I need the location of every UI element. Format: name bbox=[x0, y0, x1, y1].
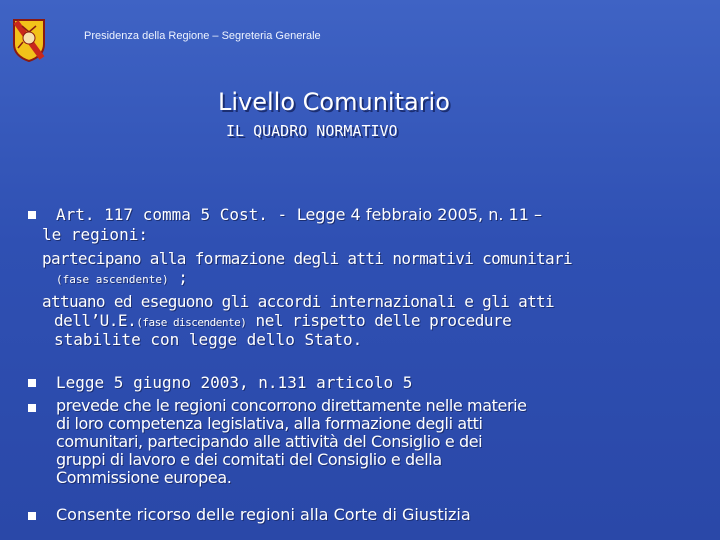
square-bullet-icon bbox=[28, 211, 36, 219]
block1-line5: attuano ed eseguono gli accordi internazionali e gli atti bbox=[42, 292, 555, 311]
block4-line1: Consente ricorso delle regioni alla Corte di Giustizia bbox=[56, 505, 471, 524]
block3-line: prevede che le regioni concorrono direttamente nelle materie bbox=[56, 396, 527, 415]
block3-line: di loro competenza legislativa, alla formazione degli atti bbox=[56, 414, 483, 433]
slide-subtitle: IL QUADRO NORMATIVO bbox=[226, 122, 398, 140]
line6-end: nel rispetto delle procedure bbox=[246, 311, 512, 330]
block1-line2: le regioni: bbox=[42, 225, 148, 244]
ue-ref: dell’U.E. bbox=[54, 311, 137, 330]
block1-line6 bbox=[54, 311, 511, 330]
slide-title: Livello Comunitario bbox=[218, 88, 450, 116]
square-bullet-icon bbox=[28, 512, 36, 520]
fase-discendente-note: (fase discendente) bbox=[136, 316, 247, 329]
block1-line4 bbox=[56, 268, 188, 287]
square-bullet-icon bbox=[28, 404, 36, 412]
block1-line7: stabilite con legge dello Stato. bbox=[54, 330, 363, 349]
law-ref: Legge 4 febbraio 2005, n. 11 – bbox=[296, 205, 542, 224]
block3-line: Commissione europea. bbox=[56, 468, 232, 487]
fase-ascendente-note: (fase ascendente) bbox=[56, 273, 169, 286]
block3-line: comunitari, partecipando alle attività del Consiglio e dei bbox=[56, 432, 483, 451]
block1-line1 bbox=[56, 205, 542, 224]
header-org: Presidenza della Regione – Segreteria Generale bbox=[84, 30, 321, 42]
block3-line: gruppi di lavoro e dei comitati del Consiglio e della bbox=[56, 450, 442, 469]
block2-line1: Legge 5 giugno 2003, n.131 articolo 5 bbox=[56, 373, 413, 392]
article-ref: Art. 117 comma 5 Cost. - bbox=[56, 205, 297, 224]
line4-end: ; bbox=[168, 268, 188, 287]
block1-line3: partecipano alla formazione degli atti normativi comunitari bbox=[42, 249, 572, 268]
square-bullet-icon bbox=[28, 379, 36, 387]
sicily-region-emblem-icon bbox=[12, 18, 46, 62]
block3-text bbox=[56, 397, 527, 487]
